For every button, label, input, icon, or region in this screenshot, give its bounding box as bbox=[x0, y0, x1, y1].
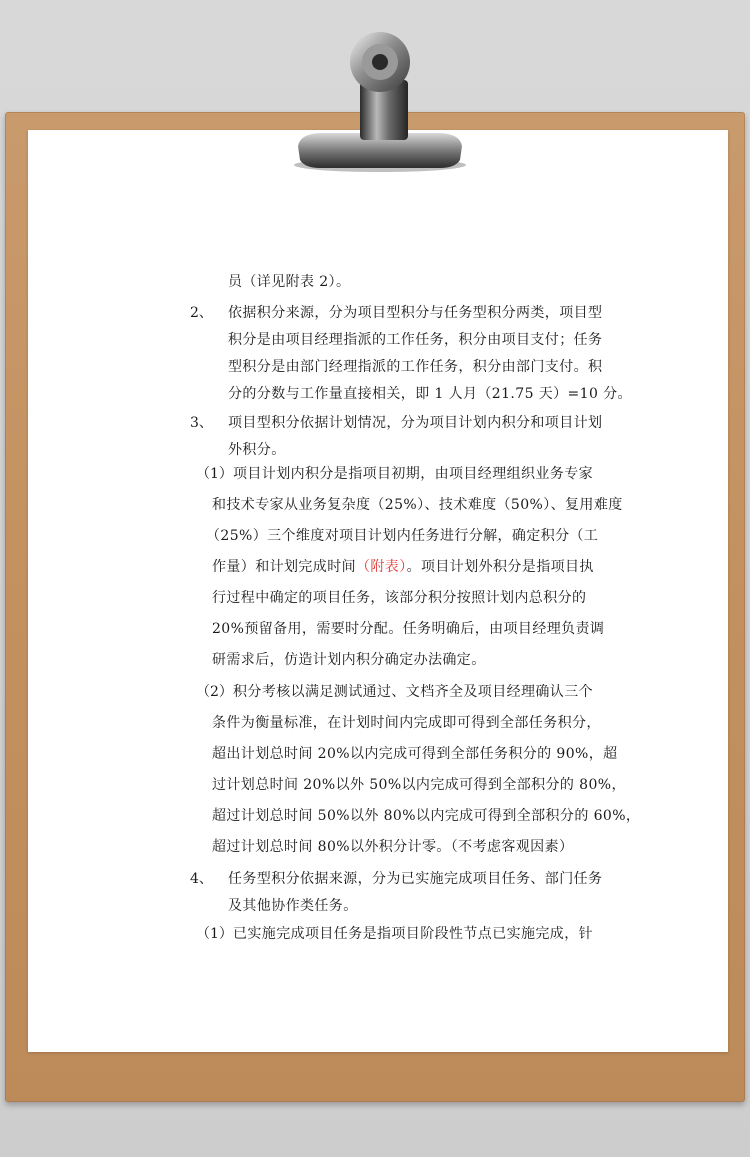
text-line: 20%预留备用，需要时分配。任务明确后，由项目经理负责调 bbox=[212, 621, 605, 637]
appendix-link[interactable]: （附表） bbox=[356, 559, 407, 575]
list-marker: （1） bbox=[196, 466, 233, 482]
list-marker: 3、 bbox=[190, 415, 213, 431]
text-line: 项目型积分依据计划情况，分为项目计划内积分和项目计划 bbox=[228, 415, 603, 431]
text-line: 行过程中确定的项目任务，该部分积分按照计划内总积分的 bbox=[212, 590, 587, 606]
text-line bbox=[212, 558, 594, 576]
text-line: 依据积分来源，分为项目型积分与任务型积分两类，项目型 bbox=[228, 305, 603, 321]
list-marker: （1） bbox=[196, 926, 233, 942]
text-line: 条件为衡量标准，在计划时间内完成即可得到全部任务积分， bbox=[212, 715, 601, 731]
text-line: 已实施完成项目任务是指项目阶段性节点已实施完成，针 bbox=[233, 926, 593, 942]
text-line: 任务型积分依据来源，分为已实施完成项目任务、部门任务 bbox=[228, 871, 603, 887]
text-line: 超出计划总时间 20%以内完成可得到全部任务积分的 90%，超 bbox=[212, 746, 618, 762]
text-segment: 作量）和计划完成时间 bbox=[212, 559, 356, 575]
text-line: 超过计划总时间 80%以外积分计零。（不考虑客观因素） bbox=[212, 839, 574, 855]
text-line: 外积分。 bbox=[228, 442, 286, 458]
text-line: 过计划总时间 20%以外 50%以内完成可得到全部积分的 80%， bbox=[212, 777, 626, 793]
text-line: 研需求后，仿造计划内积分确定办法确定。 bbox=[212, 652, 486, 668]
list-marker: 4、 bbox=[190, 871, 213, 887]
text-line: 及其他协作类任务。 bbox=[228, 898, 358, 914]
text-line: （25%）三个维度对项目计划内任务进行分解，确定积分（工 bbox=[206, 528, 599, 544]
text-line: 积分考核以满足测试通过、文档齐全及项目经理确认三个 bbox=[233, 684, 593, 700]
list-marker: 2、 bbox=[190, 305, 213, 321]
text-line: 和技术专家从业务复杂度（25%）、技术难度（50%）、复用难度 bbox=[212, 497, 623, 513]
text-line: 分的分数与工作量直接相关，即 1 人月（21.75 天）=10 分。 bbox=[228, 386, 632, 402]
text-line: 积分是由项目经理指派的工作任务，积分由项目支付；任务 bbox=[228, 332, 603, 348]
text-segment: 。项目计划外积分是指项目执 bbox=[406, 559, 594, 575]
text-line: 员（详见附表 2）。 bbox=[228, 274, 351, 290]
text-line: 超过计划总时间 50%以外 80%以内完成可得到全部积分的 60%， bbox=[212, 808, 641, 824]
text-line: 项目计划内积分是指项目初期，由项目经理组织业务专家 bbox=[233, 466, 593, 482]
text-line: 型积分是由部门经理指派的工作任务，积分由部门支付。积 bbox=[228, 359, 603, 375]
list-marker: （2） bbox=[196, 684, 233, 700]
